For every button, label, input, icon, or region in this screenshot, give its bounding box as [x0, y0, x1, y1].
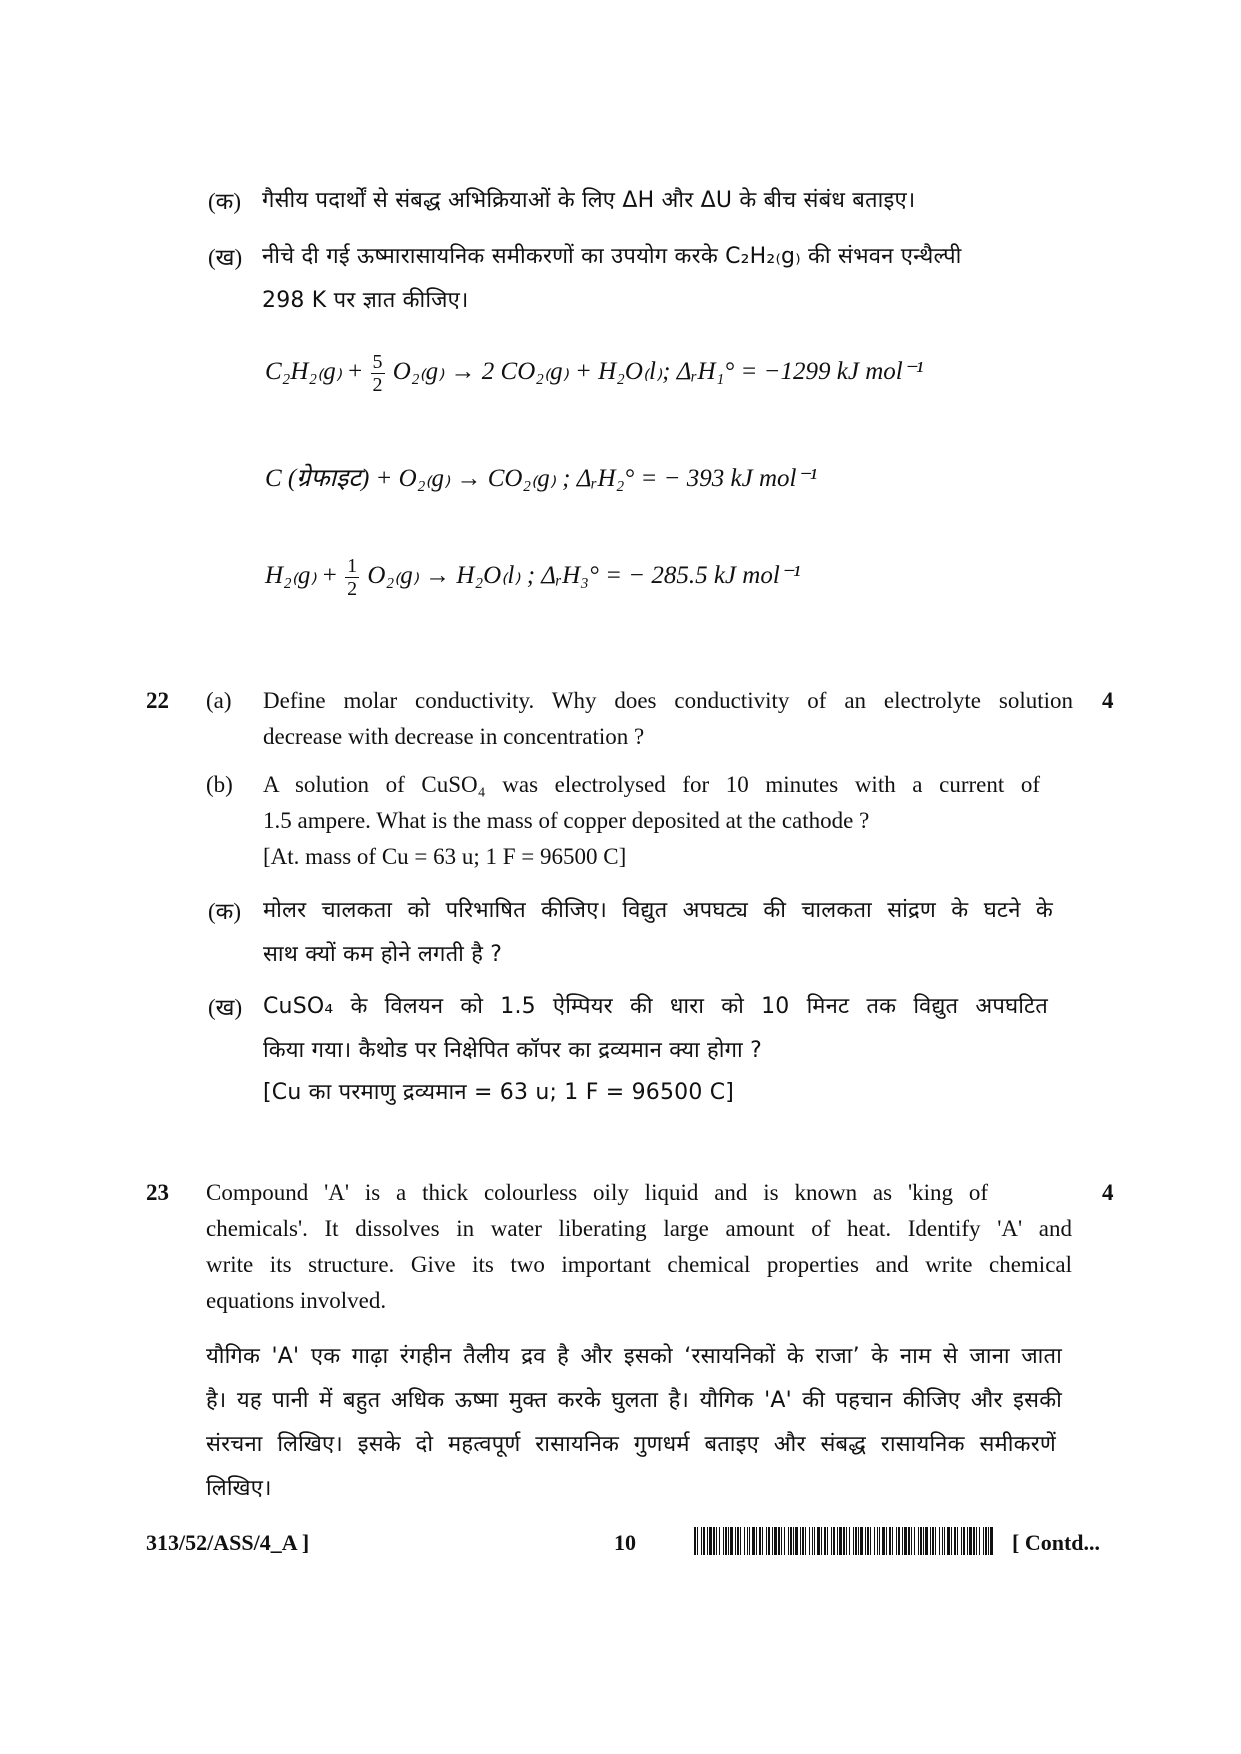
barcode-bar [790, 1527, 792, 1555]
barcode-bar [914, 1527, 915, 1555]
eq2-text: C (ग्रेफाइट) + O₂₍g₎ → CO₂₍g₎ ; [265, 465, 571, 492]
barcode-bar [781, 1527, 782, 1555]
q21-kha-line1: नीचे दी गई ऊष्मारासायनिक समीकरणों का उपयोग करके C₂H₂₍g₎ की संभवन एन्थैल्पी [262, 244, 962, 269]
barcode-bar [985, 1527, 987, 1555]
eq3-lhs1: H₂₍g₎ [265, 562, 317, 590]
q23-en-line4: equations involved. [206, 1288, 387, 1313]
barcode-bar [918, 1527, 919, 1555]
barcode-bar [824, 1527, 826, 1555]
barcode-bar [930, 1527, 931, 1555]
barcode-bar [827, 1527, 828, 1555]
q22-b-line3: [At. mass of Cu = 63 u; 1 F = 96500 C] [263, 844, 627, 869]
contd-label: [ Contd... [1012, 1530, 1101, 1555]
barcode-bar [942, 1527, 943, 1555]
q22-ka-line1: मोलर चालकता को परिभाषित कीजिए। विद्युत अपघट्य की चालकता सांद्रण के घटने के [263, 898, 1053, 923]
barcode-bar [766, 1527, 767, 1555]
barcode-bar [889, 1527, 891, 1555]
barcode-bar [701, 1527, 702, 1555]
barcode-bar [849, 1527, 850, 1555]
q23-marks: 4 [1102, 1180, 1114, 1205]
barcode-bar [979, 1527, 980, 1555]
barcode-bar [988, 1527, 989, 1555]
barcode-bar [877, 1527, 878, 1555]
barcode-bar [967, 1527, 968, 1555]
barcode-bar [855, 1527, 857, 1555]
barcode-bar [831, 1527, 832, 1555]
eq1-lhs2: O₂₍g₎ [392, 358, 445, 386]
barcode-bar [730, 1527, 733, 1555]
barcode-bar [954, 1527, 956, 1555]
eq2-enthalpy: ΔᵣH₂° = − 393 kJ mol⁻¹ [576, 465, 818, 492]
barcode-bar [805, 1527, 806, 1555]
eq1-plus: + [348, 358, 363, 386]
barcode-bar [843, 1527, 845, 1555]
q22-a-line1: Define molar conductivity. Why does conductivity of an electrolyte solution [263, 688, 1073, 713]
eq3-arrow-rhs: → H₂O₍l₎ ; [425, 562, 536, 590]
eq1-fraction [371, 352, 385, 395]
q22-a-label: (a) [206, 688, 232, 713]
barcode-bar [774, 1527, 777, 1555]
barcode-bar [747, 1527, 748, 1555]
barcode-bar [932, 1527, 934, 1555]
q22-ka-label: (क) [208, 899, 241, 924]
barcode-bar [990, 1527, 993, 1555]
thermo-equation-1 [265, 352, 923, 395]
barcode-bar [858, 1527, 859, 1555]
q23-number: 23 [146, 1180, 169, 1205]
eq3-frac-den: 2 [347, 578, 358, 600]
q22-marks: 4 [1102, 688, 1114, 713]
barcode-bar [809, 1527, 810, 1555]
barcode-bar [957, 1527, 958, 1555]
eq1-frac-num: 5 [372, 351, 383, 373]
q23-en-line2: chemicals'. It dissolves in water liberating large amount of heat. Identify 'A' and [206, 1216, 1072, 1241]
barcode-bar [963, 1527, 965, 1555]
barcode-bar [874, 1527, 875, 1555]
barcode-bar [725, 1527, 727, 1555]
barcode-bar [694, 1527, 696, 1555]
barcode-bar [973, 1527, 975, 1555]
barcode-bar [923, 1527, 924, 1555]
barcode-bar [969, 1527, 972, 1555]
barcode-bar [784, 1527, 785, 1555]
q22-a-line2: decrease with decrease in concentration ? [263, 724, 645, 749]
barcode-bar [707, 1527, 708, 1555]
barcode-bar [925, 1527, 928, 1555]
barcode-bar [983, 1527, 984, 1555]
barcode-bar [716, 1527, 717, 1555]
barcode-bar [870, 1527, 871, 1555]
barcode-bar [896, 1527, 897, 1555]
q23-hi-line1: यौगिक 'A' एक गाढ़ा रंगहीन तैलीय द्रव है और इसको ‘रसायनिकों के राजा’ के नाम से जाना जाता [206, 1344, 1062, 1369]
barcode-bar [817, 1527, 820, 1555]
q22-b-line1: A solution of CuSO₄ was electrolysed for 10 minutes with a current of [263, 772, 1040, 797]
barcode-bar [756, 1527, 757, 1555]
barcode [694, 1527, 998, 1555]
barcode-bar [833, 1527, 835, 1555]
eq3-frac-num: 1 [347, 555, 358, 577]
eq3-lhs2: O₂₍g₎ [367, 562, 419, 590]
barcode-bar [795, 1527, 798, 1555]
q22-b-label: (b) [206, 772, 233, 797]
barcode-bar [865, 1527, 866, 1555]
q21-ka-label: (क) [208, 189, 241, 214]
eq1-enthalpy: ΔᵣH₁° = −1299 kJ mol⁻¹ [676, 358, 924, 386]
barcode-bar [762, 1527, 763, 1555]
barcode-bar [814, 1527, 815, 1555]
q21-kha-line2: 298 K पर ज्ञात कीजिए। [262, 288, 469, 313]
barcode-bar [744, 1527, 745, 1555]
barcode-bar [737, 1527, 739, 1555]
barcode-bar [853, 1527, 854, 1555]
barcode-bar [892, 1527, 893, 1555]
barcode-bar [920, 1527, 922, 1555]
eq1-frac-den: 2 [372, 374, 383, 396]
barcode-bar [793, 1527, 794, 1555]
barcode-bar [800, 1527, 801, 1555]
barcode-bar [812, 1527, 813, 1555]
eq3-enthalpy: ΔᵣH₃° = − 285.5 kJ mol⁻¹ [541, 562, 801, 590]
barcode-bar [935, 1527, 936, 1555]
q22-kha-line2: किया गया। कैथोड पर निक्षेपित कॉपर का द्रव्यमान क्या होगा ? [263, 1038, 762, 1063]
q22-b-line2: 1.5 ampere. What is the mass of copper deposited at the cathode ? [263, 808, 870, 833]
barcode-bar [846, 1527, 847, 1555]
barcode-bar [821, 1527, 822, 1555]
barcode-bar [735, 1527, 736, 1555]
q23-hi-line2: है। यह पानी में बहुत अधिक ऊष्मा मुक्त करके घुलता है। यौगिक 'A' की पहचान कीजिए और इसकी [206, 1388, 1062, 1413]
q23-en-line3: write its structure. Give its two important chemical properties and write chemical [206, 1252, 1072, 1277]
barcode-bar [976, 1527, 977, 1555]
barcode-bar [860, 1527, 863, 1555]
q22-kha-line3: [Cu का परमाणु द्रव्यमान = 63 u; 1 F = 96500 C] [263, 1080, 735, 1105]
barcode-bar [939, 1527, 940, 1555]
thermo-equation-3 [265, 556, 800, 599]
q23-en-line1: Compound 'A' is a thick colourless oily liquid and is known as 'king of [206, 1180, 988, 1205]
barcode-bar [882, 1527, 885, 1555]
barcode-bar [752, 1527, 755, 1555]
barcode-bar [697, 1527, 698, 1555]
barcode-bar [839, 1527, 842, 1555]
barcode-bar [759, 1527, 761, 1555]
q23-hi-line3: संरचना लिखिए। इसके दो महत्वपूर्ण रासायनिक गुणधर्म बताइए और संबद्ध रासायनिक समीकरणें [206, 1432, 1056, 1457]
barcode-bar [740, 1527, 741, 1555]
q22-kha-line1: CuSO₄ के विलयन को 1.5 ऐम्पियर की धारा को 10 मिनट तक विद्युत अपघटित [263, 994, 1048, 1019]
q21-ka-text: गैसीय पदार्थों से संबद्ध अभिक्रियाओं के लिए ΔH और ΔU के बीच संबंध बताइए। [262, 188, 916, 213]
barcode-bar [719, 1527, 720, 1555]
barcode-bar [911, 1527, 912, 1555]
barcode-bar [908, 1527, 910, 1555]
q21-kha-label: (ख) [208, 245, 243, 270]
eq1-arrow-rhs: → 2 CO₂₍g₎ + H₂O₍l₎; [450, 358, 671, 386]
barcode-bar [768, 1527, 770, 1555]
barcode-bar [898, 1527, 900, 1555]
barcode-bar [772, 1527, 773, 1555]
barcode-bar [951, 1527, 952, 1555]
barcode-bar [837, 1527, 838, 1555]
q22-ka-line2: साथ क्यों कम होने लगती है ? [263, 942, 503, 967]
barcode-bar [947, 1527, 950, 1555]
barcode-bar [802, 1527, 804, 1555]
barcode-bar [749, 1527, 750, 1555]
barcode-bar [788, 1527, 789, 1555]
barcode-bar [961, 1527, 962, 1555]
barcode-bar [904, 1527, 907, 1555]
thermo-equation-2 [265, 460, 817, 494]
barcode-bar [879, 1527, 880, 1555]
paper-code: 313/52/ASS/4_A ] [146, 1530, 310, 1555]
barcode-bar [886, 1527, 887, 1555]
page-number: 10 [614, 1530, 636, 1555]
q22-number: 22 [146, 688, 169, 713]
barcode-bar [778, 1527, 780, 1555]
q23-hi-line4: लिखिए। [206, 1476, 272, 1501]
barcode-bar [703, 1527, 705, 1555]
barcode-bar [728, 1527, 729, 1555]
barcode-bar [944, 1527, 945, 1555]
q22-kha-label: (ख) [208, 995, 243, 1020]
eq3-plus: + [322, 562, 337, 590]
barcode-bar [902, 1527, 903, 1555]
eq3-fraction [345, 556, 359, 599]
barcode-bar [709, 1527, 712, 1555]
barcode-bar [867, 1527, 869, 1555]
eq1-lhs1: C₂H₂₍g₎ [265, 358, 342, 386]
barcode-bar [713, 1527, 715, 1555]
barcode-bar [723, 1527, 724, 1555]
